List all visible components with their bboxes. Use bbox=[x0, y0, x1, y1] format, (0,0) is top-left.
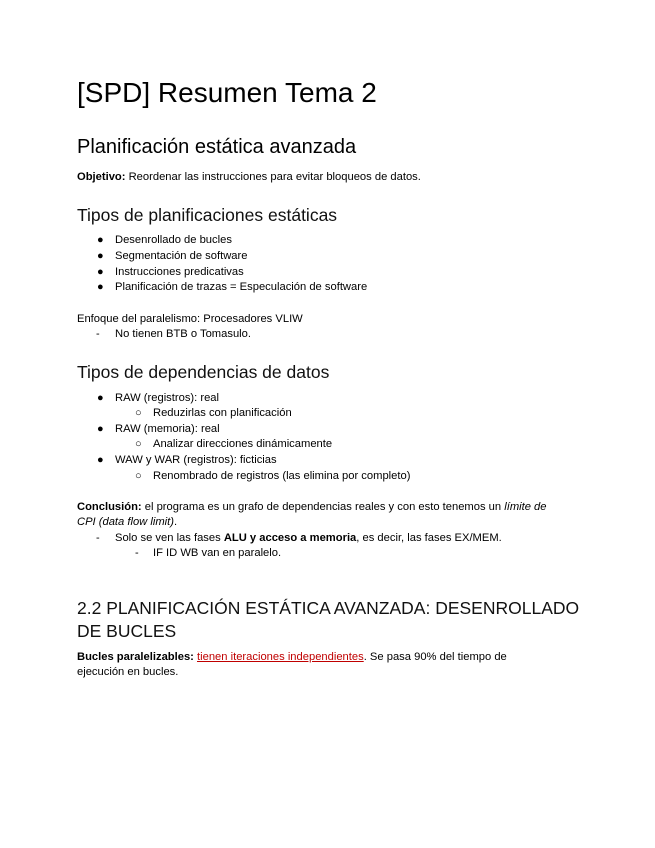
conclusion-italic-2: CPI (data flow limit) bbox=[77, 516, 174, 528]
bullet-dot: ● bbox=[97, 250, 104, 262]
bullet-dot: ● bbox=[97, 392, 104, 404]
enfoque-paragraph: Enfoque del paralelismo: Procesadores VLIW bbox=[77, 313, 303, 325]
list-item: Segmentación de software bbox=[115, 250, 248, 262]
list-item: Desenrollado de bucles bbox=[115, 234, 232, 246]
objetivo-label: Objetivo: bbox=[77, 171, 126, 183]
bucles-paragraph-line-1 bbox=[77, 650, 507, 666]
objetivo-text: Reordenar las instrucciones para evitar bloqueos de datos. bbox=[125, 171, 421, 183]
conclusion-line-1 bbox=[77, 500, 547, 516]
hollow-bullet: ○ bbox=[135, 470, 142, 482]
dash-marker: - bbox=[96, 328, 100, 340]
bucles-link[interactable]: tienen iteraciones independientes bbox=[197, 651, 364, 663]
heading-tipos-dependencias: Tipos de dependencias de datos bbox=[77, 362, 330, 382]
hollow-bullet: ○ bbox=[135, 438, 142, 450]
conclusion-line-2 bbox=[77, 515, 177, 531]
list-item: Instrucciones predicativas bbox=[115, 266, 244, 278]
conclusion-italic-1: límite de bbox=[504, 501, 547, 513]
conclusion-subitem bbox=[115, 531, 502, 547]
dash-marker: - bbox=[135, 547, 139, 559]
enfoque-subitem: No tienen BTB o Tomasulo. bbox=[115, 328, 251, 340]
bucles-label: Bucles paralelizables: bbox=[77, 651, 194, 663]
bullet-dot: ● bbox=[97, 266, 104, 278]
bullet-dot: ● bbox=[97, 454, 104, 466]
heading-tipos-planificaciones: Tipos de planificaciones estáticas bbox=[77, 205, 338, 225]
section-heading-planificacion: Planificación estática avanzada bbox=[77, 136, 357, 158]
bucles-paragraph-line-2: ejecución en bucles. bbox=[77, 666, 179, 678]
list-item: WAW y WAR (registros): ficticias bbox=[115, 454, 277, 466]
section-heading-desenrollado-line-2: DE BUCLES bbox=[77, 621, 177, 641]
bullet-dot: ● bbox=[97, 281, 104, 293]
dash-marker: - bbox=[96, 532, 100, 544]
list-item: Planificación de trazas = Especulación de software bbox=[115, 281, 368, 293]
conclusion-text: el programa es un grafo de dependencias reales y con esto tenemos un bbox=[141, 501, 505, 513]
conclusion-end: . bbox=[173, 516, 178, 528]
list-subitem: Renombrado de registros (las elimina por completo) bbox=[153, 470, 411, 482]
list-item: RAW (registros): real bbox=[115, 392, 220, 404]
section-heading-desenrollado-line-1: 2.2 PLANIFICACIÓN ESTÁTICA AVANZADA: DESENROLLADO bbox=[77, 598, 580, 618]
subitem-pre: Solo se ven las fases bbox=[115, 532, 224, 544]
objetivo-paragraph bbox=[77, 170, 421, 186]
list-subitem: Analizar direcciones dinámicamente bbox=[153, 438, 333, 450]
bullet-dot: ● bbox=[97, 234, 104, 246]
bucles-text: . Se pasa 90% del tiempo de bbox=[363, 651, 507, 663]
document-title: [SPD] Resumen Tema 2 bbox=[77, 77, 377, 108]
bullet-dot: ● bbox=[97, 423, 104, 435]
list-item: RAW (memoria): real bbox=[115, 423, 220, 435]
conclusion-subsubitem: IF ID WB van en paralelo. bbox=[153, 547, 282, 559]
hollow-bullet: ○ bbox=[135, 407, 142, 419]
subitem-post: , es decir, las fases EX/MEM. bbox=[356, 532, 502, 544]
conclusion-label: Conclusión: bbox=[77, 501, 142, 513]
list-subitem: Reduzirlas con planificación bbox=[153, 407, 292, 419]
subitem-bold: ALU y acceso a memoria bbox=[223, 532, 357, 544]
